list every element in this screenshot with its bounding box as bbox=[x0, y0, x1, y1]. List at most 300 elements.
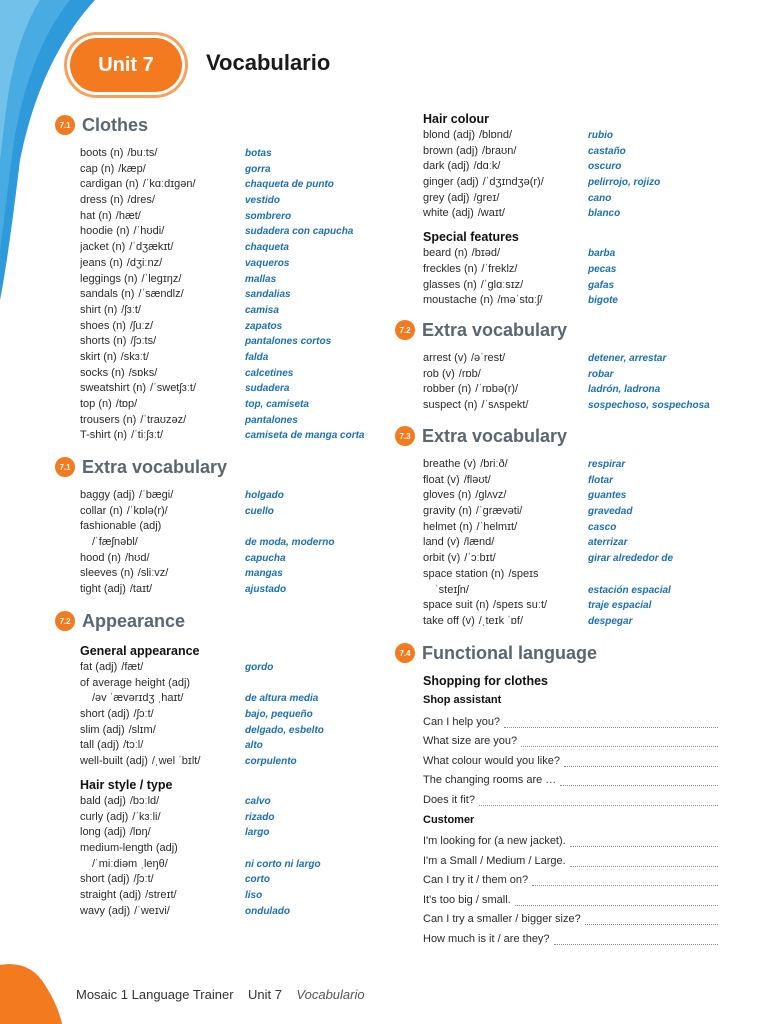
vocab-row bbox=[80, 566, 365, 582]
spanish-translation: pecas bbox=[588, 263, 617, 275]
phonetic: /blɒnd/ bbox=[478, 129, 513, 141]
english-term bbox=[80, 566, 245, 582]
answer-line[interactable] bbox=[560, 774, 718, 786]
english-term bbox=[80, 366, 245, 382]
spanish-translation: estación espacial bbox=[588, 584, 671, 596]
footer-section: Vocabulario bbox=[296, 987, 365, 1002]
spanish-translation: falda bbox=[245, 351, 269, 363]
english-term bbox=[80, 256, 245, 272]
word: curly (adj) bbox=[80, 810, 129, 823]
word: shorts (n) bbox=[80, 335, 127, 348]
spanish-translation: mallas bbox=[245, 273, 277, 285]
word: T-shirt (n) bbox=[80, 429, 128, 442]
spanish-translation: barba bbox=[588, 248, 616, 260]
spanish-translation: gravedad bbox=[588, 506, 633, 518]
vocab-row bbox=[423, 262, 743, 278]
english-term bbox=[80, 888, 245, 904]
word: leggings (n) bbox=[80, 272, 138, 285]
phonetic: /buːts/ bbox=[127, 147, 158, 159]
phonetic: /sliːvz/ bbox=[137, 567, 169, 580]
spanish-translation: pantalones bbox=[245, 414, 298, 426]
spanish-translation: chaqueta de punto bbox=[245, 179, 334, 191]
spanish-translation: rubio bbox=[588, 130, 613, 141]
answer-line[interactable] bbox=[564, 755, 718, 767]
spanish-translation: aterrizar bbox=[588, 537, 628, 549]
english-term bbox=[80, 738, 245, 754]
word: arrest (v) bbox=[423, 352, 467, 364]
vocab-row bbox=[80, 825, 365, 841]
spanish-translation: sudadera con capucha bbox=[245, 226, 354, 238]
english-term bbox=[80, 146, 245, 162]
answer-line[interactable] bbox=[504, 716, 718, 728]
phonetic: /əˈrest/ bbox=[471, 352, 506, 364]
word: orbit (v) bbox=[423, 552, 461, 565]
phonetic: /ˈɡlɑːsɪz/ bbox=[480, 278, 524, 291]
subheading-hair-style: Hair style / type bbox=[80, 777, 173, 792]
english-term bbox=[423, 293, 588, 309]
english-term bbox=[80, 397, 245, 413]
english-term bbox=[423, 144, 588, 160]
vocab-row bbox=[423, 567, 735, 583]
phonetic: /ˈɔːbɪt/ bbox=[464, 552, 496, 565]
vocab-row bbox=[80, 794, 365, 810]
word: take off (v) bbox=[423, 614, 475, 627]
spanish-translation: oscuro bbox=[588, 161, 622, 173]
vocab-row bbox=[80, 193, 365, 209]
vocab-row bbox=[80, 535, 365, 551]
phrase: Does it fit? bbox=[423, 793, 475, 806]
phonetic: /ˈtraʊzəz/ bbox=[140, 413, 187, 426]
vocab-row bbox=[80, 350, 365, 366]
vocab-row bbox=[423, 382, 735, 398]
english-term bbox=[80, 754, 245, 770]
english-term bbox=[80, 841, 245, 857]
phonetic: /məˈstɑːʃ/ bbox=[497, 294, 543, 307]
phrase-line bbox=[423, 867, 718, 887]
english-term bbox=[80, 691, 245, 707]
word: well-built (adj) bbox=[80, 755, 148, 768]
vocab-row bbox=[423, 473, 735, 489]
english-term bbox=[423, 457, 588, 473]
phonetic: /speɪs bbox=[508, 567, 539, 580]
vocab-row bbox=[80, 857, 365, 873]
spanish-translation: cuello bbox=[245, 505, 274, 517]
section-badge: 7.3 bbox=[395, 426, 415, 446]
english-term bbox=[80, 224, 245, 240]
english-term bbox=[423, 488, 588, 504]
phrase: How much is it / are they? bbox=[423, 932, 550, 945]
phonetic: /taɪt/ bbox=[129, 583, 153, 596]
vocab-row bbox=[423, 488, 735, 504]
word: sandals (n) bbox=[80, 288, 135, 301]
unit-badge bbox=[70, 38, 182, 92]
english-term bbox=[80, 413, 245, 429]
section-title: Clothes bbox=[82, 114, 149, 135]
word: jeans (n) bbox=[80, 256, 123, 269]
section-extra-vocabulary-7-2 bbox=[395, 317, 735, 414]
answer-line[interactable] bbox=[532, 874, 718, 886]
phonetic: /ˈhelmɪt/ bbox=[476, 520, 518, 533]
english-term bbox=[80, 810, 245, 826]
word: float (v) bbox=[423, 473, 460, 486]
word: hoodie (n) bbox=[80, 225, 130, 238]
section-title: Extra vocabulary bbox=[422, 319, 568, 340]
section-hair-colour bbox=[423, 108, 743, 309]
english-term bbox=[80, 904, 245, 920]
subheading-general-appearance: General appearance bbox=[80, 644, 200, 658]
footer-book: Mosaic 1 Language Trainer bbox=[76, 987, 234, 1002]
vocab-row bbox=[80, 551, 365, 567]
vocab-row bbox=[80, 413, 365, 429]
word: jacket (n) bbox=[80, 241, 126, 254]
word: cap (n) bbox=[80, 162, 115, 175]
phonetic: /sɒks/ bbox=[128, 366, 158, 379]
vocab-row bbox=[80, 841, 365, 857]
vocab-row bbox=[80, 660, 365, 676]
vocab-row bbox=[423, 504, 735, 520]
section-title: Extra vocabulary bbox=[422, 425, 568, 446]
word: fat (adj) bbox=[80, 661, 118, 673]
english-term bbox=[423, 398, 588, 414]
word: breathe (v) bbox=[423, 458, 477, 470]
phrase-line bbox=[423, 925, 718, 945]
vocab-row bbox=[80, 872, 365, 888]
phonetic: /dʒiːnz/ bbox=[126, 256, 163, 269]
word: top (n) bbox=[80, 398, 112, 410]
vocab-row bbox=[423, 175, 743, 191]
spanish-translation: guantes bbox=[588, 490, 627, 502]
spanish-translation: camiseta de manga corta bbox=[245, 430, 365, 442]
phrase: The changing rooms are … bbox=[423, 774, 557, 786]
phonetic: /ˈsændlz/ bbox=[138, 288, 184, 301]
phonetic: /dres/ bbox=[127, 194, 155, 207]
phonetic: /ˈtiːʃɜːt/ bbox=[131, 429, 163, 442]
spanish-translation: rizado bbox=[245, 811, 275, 823]
word: dark (adj) bbox=[423, 160, 470, 173]
english-term bbox=[80, 488, 245, 504]
word: straight (adj) bbox=[80, 888, 142, 901]
answer-line[interactable] bbox=[570, 835, 718, 847]
phonetic: /ʃɜːt/ bbox=[121, 303, 141, 316]
phrase: It's too big / small. bbox=[423, 893, 511, 906]
spanish-translation: largo bbox=[245, 827, 270, 839]
word: suspect (n) bbox=[423, 399, 478, 412]
spanish-translation: chaqueta bbox=[245, 242, 289, 254]
spanish-translation: mangas bbox=[245, 568, 283, 580]
vocab-row bbox=[423, 398, 735, 414]
phonetic: /streɪt/ bbox=[145, 888, 177, 901]
english-term bbox=[80, 535, 245, 551]
english-term bbox=[80, 209, 245, 225]
footer-unit: Unit 7 bbox=[248, 987, 282, 1002]
phonetic: /ˌwel ˈbɪlt/ bbox=[151, 755, 201, 768]
page-footer bbox=[76, 987, 365, 1002]
spanish-translation: vaqueros bbox=[245, 257, 290, 269]
answer-line[interactable] bbox=[554, 933, 718, 945]
english-term bbox=[80, 872, 245, 888]
vocab-row bbox=[423, 191, 743, 207]
spanish-translation: pantalones cortos bbox=[245, 336, 332, 348]
spanish-translation: gordo bbox=[245, 662, 274, 673]
phonetic: /briːð/ bbox=[480, 458, 508, 470]
vocab-row bbox=[80, 676, 365, 692]
word: helmet (n) bbox=[423, 520, 473, 533]
spanish-translation: calvo bbox=[245, 795, 271, 807]
word: brown (adj) bbox=[423, 144, 479, 157]
vocab-row bbox=[80, 287, 365, 303]
spanish-translation: flotar bbox=[588, 474, 613, 486]
english-term bbox=[423, 367, 588, 383]
spanish-translation: robar bbox=[588, 368, 614, 380]
word: ginger (adj) bbox=[423, 176, 479, 189]
english-term bbox=[80, 428, 245, 444]
word: hood (n) bbox=[80, 551, 121, 564]
phonetic: /tɒp/ bbox=[115, 398, 138, 410]
spanish-translation: despegar bbox=[588, 615, 633, 627]
answer-line[interactable] bbox=[585, 913, 718, 925]
phonetic: /braʊn/ bbox=[482, 144, 517, 157]
phonetic: /ˈswetʃɜːt/ bbox=[150, 382, 197, 395]
subheading-customer: Customer bbox=[423, 813, 475, 826]
english-term bbox=[423, 614, 588, 630]
vocab-row bbox=[80, 303, 365, 319]
phonetic: /ʃɔːts/ bbox=[130, 335, 157, 348]
spanish-translation: calcetines bbox=[245, 367, 294, 379]
answer-line[interactable] bbox=[521, 735, 718, 747]
phrase-line bbox=[423, 847, 718, 867]
english-term bbox=[80, 582, 245, 598]
phrase: What colour would you like? bbox=[423, 754, 560, 767]
spanish-translation: ladrón, ladrona bbox=[588, 384, 661, 396]
phonetic: /ˈsʌspekt/ bbox=[481, 399, 529, 412]
answer-line[interactable] bbox=[479, 794, 718, 806]
spanish-translation: delgado, esbelto bbox=[245, 724, 324, 736]
word: trousers (n) bbox=[80, 413, 137, 426]
phrase: Can I try it / them on? bbox=[423, 874, 529, 886]
english-term bbox=[80, 272, 245, 288]
phonetic: /tɔːl/ bbox=[123, 739, 144, 752]
spanish-translation: detener, arrestar bbox=[588, 353, 667, 364]
word: sleeves (n) bbox=[80, 567, 134, 580]
vocab-row bbox=[80, 224, 365, 240]
spanish-translation: botas bbox=[245, 148, 272, 159]
subheading-shop-assistant: Shop assistant bbox=[423, 694, 502, 706]
english-term bbox=[423, 262, 588, 278]
vocab-row bbox=[80, 209, 365, 225]
phonetic: /hæt/ bbox=[115, 209, 141, 222]
spanish-translation: pelirrojo, rojizo bbox=[588, 177, 661, 189]
spanish-translation: camisa bbox=[245, 304, 279, 316]
phonetic: /ˈhʊdi/ bbox=[133, 225, 165, 238]
word: socks (n) bbox=[80, 366, 125, 379]
english-term bbox=[80, 193, 245, 209]
section-functional-language bbox=[395, 640, 735, 945]
phrase-line bbox=[423, 886, 718, 906]
word: glasses (n) bbox=[423, 278, 477, 291]
english-term bbox=[80, 660, 245, 676]
vocab-row bbox=[423, 159, 743, 175]
phonetic: /ʃɔːt/ bbox=[133, 708, 154, 721]
word: collar (n) bbox=[80, 504, 123, 517]
word: shirt (n) bbox=[80, 303, 118, 316]
vocab-row bbox=[423, 351, 735, 367]
word: cardigan (n) bbox=[80, 178, 139, 191]
word: long (adj) bbox=[80, 826, 126, 839]
vocab-row bbox=[80, 888, 365, 904]
english-term bbox=[423, 567, 588, 583]
phonetic: /ʃɔːt/ bbox=[133, 873, 154, 886]
phrase-line bbox=[423, 828, 718, 848]
spanish-translation: corto bbox=[245, 874, 270, 886]
vocab-row bbox=[80, 723, 365, 739]
english-term bbox=[80, 551, 245, 567]
spanish-translation: ondulado bbox=[245, 905, 290, 917]
word: sweatshirt (n) bbox=[80, 382, 147, 395]
word: gloves (n) bbox=[423, 489, 472, 502]
phonetic: /waɪt/ bbox=[477, 207, 505, 220]
phonetic: /əv ˈævərɪdʒ ˌhaɪt/ bbox=[92, 692, 184, 705]
phonetic: /lɒŋ/ bbox=[129, 826, 151, 839]
vocab-row bbox=[80, 146, 365, 162]
phrase: What size are you? bbox=[423, 735, 518, 747]
vocab-row bbox=[423, 457, 735, 473]
word: tall (adj) bbox=[80, 739, 120, 752]
english-term bbox=[80, 177, 245, 193]
vocab-row bbox=[80, 319, 365, 335]
english-term bbox=[423, 351, 588, 367]
spanish-translation: sombrero bbox=[245, 210, 292, 222]
phonetic: /ˈmiːdiəm ˌleŋθ/ bbox=[92, 857, 168, 870]
phonetic: /ɡlʌvz/ bbox=[475, 489, 507, 502]
english-term bbox=[80, 794, 245, 810]
phonetic: /ˌteɪk ˈɒf/ bbox=[478, 614, 524, 627]
spanish-translation: corpulento bbox=[245, 756, 297, 768]
phonetic: /hʊd/ bbox=[124, 551, 150, 564]
word: skirt (n) bbox=[80, 350, 117, 363]
english-term bbox=[80, 723, 245, 739]
english-term bbox=[80, 303, 245, 319]
vocab-row bbox=[80, 177, 365, 193]
vocab-row bbox=[80, 691, 365, 707]
english-term bbox=[423, 246, 588, 262]
phonetic: /kæp/ bbox=[118, 162, 146, 175]
english-term bbox=[423, 535, 588, 551]
english-term bbox=[80, 857, 245, 873]
phrase-line bbox=[423, 906, 718, 926]
section-badge: 7.2 bbox=[395, 320, 415, 340]
vocab-row bbox=[423, 128, 743, 144]
vocab-row bbox=[80, 582, 365, 598]
word: fashionable (adj) bbox=[80, 520, 162, 533]
phonetic: /ˈfreklz/ bbox=[481, 262, 518, 275]
spanish-translation: ni corto ni largo bbox=[245, 858, 321, 870]
phonetic: /ˈkɒlə(r)/ bbox=[126, 504, 168, 517]
english-term bbox=[423, 473, 588, 489]
spanish-translation: bajo, pequeño bbox=[245, 709, 313, 721]
section-title: Extra vocabulary bbox=[82, 456, 228, 477]
section-badge: 7.1 bbox=[55, 115, 75, 135]
phonetic: /bɔːld/ bbox=[129, 794, 160, 807]
phonetic: /slɪm/ bbox=[128, 723, 156, 736]
phonetic: /ˈfæʃnəbl/ bbox=[92, 536, 138, 549]
vocab-row bbox=[80, 256, 365, 272]
vocab-row bbox=[423, 144, 743, 160]
word: white (adj) bbox=[423, 207, 474, 220]
phonetic: /ʃuːz/ bbox=[129, 319, 154, 332]
phrase-line bbox=[423, 767, 718, 787]
english-term bbox=[423, 520, 588, 536]
english-term bbox=[423, 159, 588, 175]
spanish-translation: ajustado bbox=[245, 584, 287, 596]
spanish-translation: girar alrededor de bbox=[588, 553, 674, 565]
word: medium-length (adj) bbox=[80, 841, 178, 854]
english-term bbox=[80, 334, 245, 350]
vocab-row bbox=[423, 293, 743, 309]
section-appearance bbox=[55, 608, 365, 919]
vocab-row bbox=[423, 583, 735, 599]
english-term bbox=[80, 504, 245, 520]
spanish-translation: top, camiseta bbox=[245, 399, 309, 410]
english-term bbox=[423, 504, 588, 520]
word: blond (adj) bbox=[423, 129, 475, 141]
english-term bbox=[80, 381, 245, 397]
section-badge: 7.1 bbox=[55, 457, 75, 477]
word: space suit (n) bbox=[423, 599, 490, 612]
english-term bbox=[80, 350, 245, 366]
spanish-translation: castaño bbox=[588, 145, 626, 157]
word: gravity (n) bbox=[423, 505, 472, 518]
spanish-translation: de altura media bbox=[245, 693, 319, 705]
subheading-shopping: Shopping for clothes bbox=[423, 674, 548, 688]
phonetic: /ˈkɑːdɪɡən/ bbox=[142, 178, 196, 191]
english-term bbox=[423, 382, 588, 398]
phrase-line bbox=[423, 747, 718, 767]
answer-line[interactable] bbox=[570, 855, 718, 867]
vocab-row bbox=[80, 904, 365, 920]
spanish-translation: blanco bbox=[588, 208, 621, 220]
phrase-line bbox=[423, 728, 718, 748]
vocab-row bbox=[80, 754, 365, 770]
vocab-row bbox=[423, 367, 735, 383]
english-term bbox=[80, 287, 245, 303]
phonetic: /lænd/ bbox=[463, 536, 495, 549]
phrase: I'm a Small / Medium / Large. bbox=[423, 854, 566, 867]
vocab-row bbox=[423, 278, 743, 294]
vocab-row bbox=[423, 598, 735, 614]
english-term bbox=[80, 825, 245, 841]
subheading-hair-colour: Hair colour bbox=[423, 112, 489, 126]
phonetic: /ˈkɜːli/ bbox=[132, 810, 161, 823]
spanish-translation: bigote bbox=[588, 295, 618, 307]
english-term bbox=[423, 583, 588, 599]
phonetic: /rɒb/ bbox=[458, 367, 481, 380]
answer-line[interactable] bbox=[515, 894, 718, 906]
english-term bbox=[80, 676, 245, 692]
spanish-translation: gafas bbox=[588, 279, 615, 291]
word: slim (adj) bbox=[80, 723, 125, 736]
vocab-row bbox=[80, 504, 365, 520]
english-term bbox=[423, 128, 588, 144]
spanish-translation: sudadera bbox=[245, 383, 290, 395]
vocab-row bbox=[423, 246, 743, 262]
vocab-row bbox=[80, 707, 365, 723]
english-term bbox=[423, 278, 588, 294]
spanish-translation: cano bbox=[588, 192, 612, 204]
phrase: Can I help you? bbox=[423, 715, 501, 728]
vocab-row bbox=[80, 381, 365, 397]
vocab-row bbox=[423, 535, 735, 551]
section-badge: 7.2 bbox=[55, 611, 75, 631]
